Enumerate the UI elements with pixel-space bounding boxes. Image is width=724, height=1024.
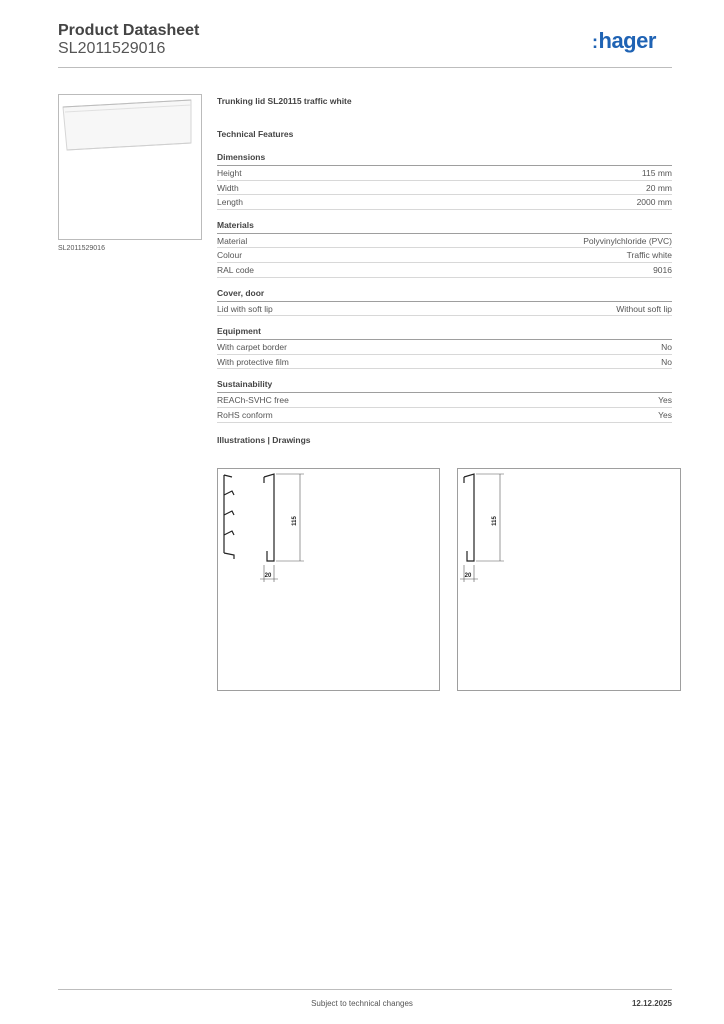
row-label: Height <box>217 168 242 178</box>
table-row <box>217 408 672 423</box>
article-number: SL2011529016 <box>58 40 166 57</box>
group-heading: Sustainability <box>217 377 672 393</box>
footer-divider <box>58 989 672 990</box>
group-heading: Equipment <box>217 324 672 340</box>
row-value: 2000 mm <box>636 197 672 208</box>
table-row <box>217 166 672 181</box>
table-row <box>217 340 672 355</box>
row-value: Polyvinylchloride (PVC) <box>583 235 672 246</box>
technical-drawing <box>218 469 441 692</box>
table-row <box>217 393 672 408</box>
row-label: With protective film <box>217 356 289 367</box>
row-value: Traffic white <box>626 250 672 261</box>
row-label: REACh-SVHC free <box>217 395 289 406</box>
logo-text: hager <box>598 28 656 53</box>
row-value: 9016 <box>653 264 672 275</box>
height-dimension-label: 115 <box>292 516 298 526</box>
table-row <box>217 248 672 263</box>
group-cover-door <box>217 286 672 317</box>
technical-features-heading: Technical Features <box>217 129 294 139</box>
row-label: Lid with soft lip <box>217 303 273 314</box>
document-title: Product Datasheet <box>58 22 200 39</box>
row-label: With carpet border <box>217 342 287 353</box>
row-value: Yes <box>658 395 672 406</box>
group-equipment <box>217 324 672 369</box>
product-title: Trunking lid SL20115 traffic white <box>217 96 352 106</box>
group-sustainability <box>217 377 672 422</box>
datasheet-content <box>217 94 672 445</box>
group-heading: Dimensions <box>217 150 672 166</box>
row-value: No <box>661 356 672 367</box>
drawing-cross-section-mounted <box>217 468 440 691</box>
table-row <box>217 355 672 370</box>
hager-logo <box>592 28 656 54</box>
photo-caption: SL2011529016 <box>58 245 105 252</box>
row-label: Colour <box>217 250 243 261</box>
row-label: Length <box>217 197 243 208</box>
row-value: Without soft lip <box>616 303 672 314</box>
trunking-lid-image <box>59 95 203 241</box>
footer-date: 12.12.2025 <box>631 999 672 1008</box>
height-dimension-label: 115 <box>492 516 498 526</box>
row-label: RAL code <box>217 264 255 275</box>
row-label: Material <box>217 235 248 246</box>
footer-note: Subject to technical changes <box>311 999 413 1008</box>
group-heading: Cover, door <box>217 286 672 302</box>
logo-dots-icon: : <box>592 32 598 52</box>
group-heading: Materials <box>217 218 672 234</box>
row-value: 20 mm <box>646 182 672 193</box>
group-dimensions <box>217 150 672 210</box>
technical-drawing <box>458 469 682 692</box>
table-row <box>217 302 672 317</box>
table-row <box>217 181 672 196</box>
product-photo <box>58 94 202 240</box>
table-row <box>217 234 672 249</box>
row-label: RoHS conform <box>217 409 273 420</box>
width-dimension-label: 20 <box>464 573 472 579</box>
illustrations-heading: Illustrations | Drawings <box>217 434 311 445</box>
table-row <box>217 195 672 210</box>
header-divider <box>58 67 672 68</box>
row-value: No <box>661 342 672 353</box>
row-label: Width <box>217 182 239 193</box>
width-dimension-label: 20 <box>264 573 272 579</box>
group-materials <box>217 218 672 278</box>
drawing-cross-section-lid <box>457 468 681 691</box>
table-row <box>217 263 672 278</box>
row-value: Yes <box>658 409 672 420</box>
row-value: 115 mm <box>641 168 672 178</box>
